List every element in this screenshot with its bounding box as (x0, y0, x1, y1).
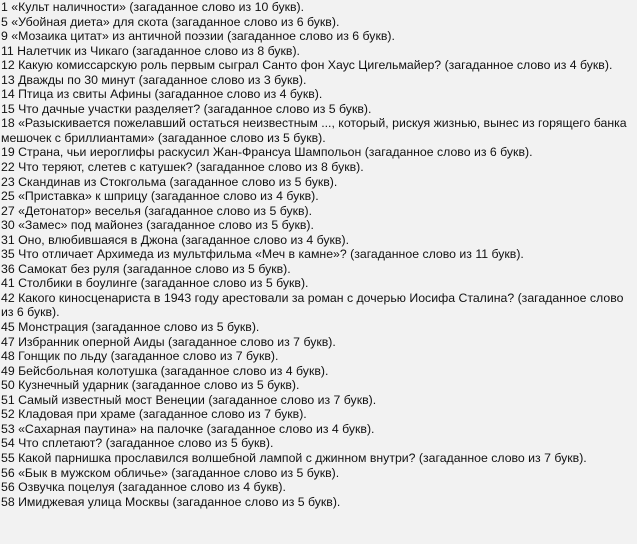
clue-line: 52 Кладовая при храме (загаданное слово из 7 букв). (1, 407, 307, 422)
clue-line: 35 Что отличает Архимеда из мультфильма «Меч в камне»? (загаданное слово из 11 букв). (1, 247, 524, 262)
clue-line: 42 Какого киносценариста в 1943 году арестовали за роман с дочерью Иосифа Сталина? (загаданное слово из 6 букв). (1, 290, 624, 320)
clue-line: 31 Оно, влюбившаяся в Джона (загаданное слово из 4 букв). (1, 232, 349, 247)
clue-line: 55 Какой парнишка прославился волшебной лампой с джинном внутри? (загаданное слово из 7 букв). (1, 450, 587, 465)
clue-line: 58 Имиджевая улица Москвы (загаданное слово из 5 букв). (1, 494, 341, 509)
clue-line: 47 Избранник оперной Аиды (загаданное слово из 7 букв). (1, 334, 336, 349)
clue-line: 19 Страна, чьи иероглифы раскусил Жан-Франсуа Шампольон (загаданное слово из 6 букв). (1, 145, 533, 160)
clue-line: 30 «Замес» под майонез (загаданное слово из 5 букв). (1, 218, 314, 233)
clue-line: 36 Самокат без руля (загаданное слово из 5 букв). (1, 261, 291, 276)
clue-line: 25 «Приставка» к шприцу (загаданное слово из 4 букв). (1, 189, 319, 204)
clue-line: 56 «Бык в мужском обличье» (загаданное слово из 5 букв). (1, 465, 340, 480)
clue-line: 51 Самый известный мост Венеции (загаданное слово из 7 букв). (1, 392, 377, 407)
clue-line: 5 «Убойная диета» для скота (загаданное слово из 6 букв). (1, 14, 340, 29)
clue-line: 48 Гонщик по льду (загаданное слово из 7 букв). (1, 349, 279, 364)
clue-line: 45 Монстрация (загаданное слово из 5 букв). (1, 320, 260, 335)
clue-line: 1 «Культ наличности» (загаданное слово из 10 букв). (1, 0, 305, 14)
clue-line: 41 Столбики в боулинге (загаданное слово из 5 букв). (1, 276, 309, 291)
clue-line: 54 Что сплетают? (загаданное слово из 5 букв). (1, 436, 274, 451)
clue-line: 22 Что теряют, слетев с катушек? (загаданное слово из 8 букв). (1, 160, 364, 175)
clue-line: 12 Какую комиссарскую роль первым сыграл Санто фон Хаус Цигельмайер? (загаданное слово из 4 букв). (1, 58, 613, 73)
clue-line: 53 «Сахарная паутина» на палочке (загаданное слово из 4 букв). (1, 421, 375, 436)
clue-line: 18 «Разыскивается пожелавший остаться неизвестным ..., который, рискуя жизнью, вынес из горящего банка мешочек с бриллиантами» (загаданное слово из 5 букв). (1, 116, 627, 145)
clue-line: 56 Озвучка поцелуя (загаданное слово из 4 букв). (1, 480, 286, 495)
clue-line: 49 Бейсбольная колотушка (загаданное слово из 4 букв). (1, 363, 329, 378)
clue-line: 23 Скандинав из Стокгольма (загаданное слово из 5 букв). (1, 174, 338, 189)
clue-line: 13 Дважды по 30 минут (загаданное слово из 3 букв). (1, 72, 307, 87)
clue-line: 27 «Детонатор» веселья (загаданное слово из 5 букв). (1, 203, 313, 218)
clue-line: 14 Птица из свиты Афины (загаданное слово из 4 букв). (1, 87, 323, 102)
clue-line: 9 «Мозаика цитат» из античной поэзии (загаданное слово из 6 букв). (1, 29, 395, 44)
clue-line: 15 Что дачные участки разделяет? (загаданное слово из 5 букв). (1, 101, 372, 116)
clue-line: 50 Кузнечный ударник (загаданное слово из 5 букв). (1, 378, 300, 393)
clue-line: 11 Налетчик из Чикаго (загаданное слово из 8 букв). (1, 43, 300, 58)
